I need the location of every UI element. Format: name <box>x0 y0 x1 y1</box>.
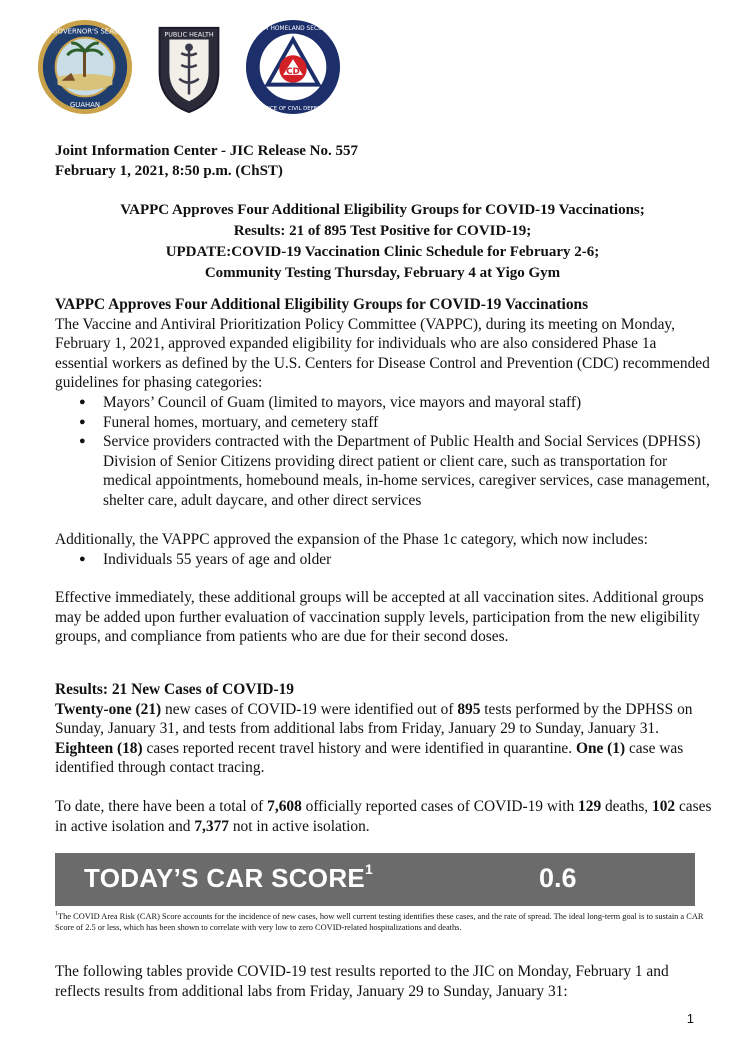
title-line: UPDATE:COVID-19 Vaccination Clinic Schedule for February 2-6; <box>165 244 600 260</box>
not-active-isolation: 7,377 <box>194 817 229 835</box>
results-section <box>55 680 712 778</box>
list-item: ● Service providers contracted with the Department of Public Health and Social Services (DPHSS) Division of Senior Citizens providing direct patient or client care, such as transportation for medical appointments, homebound meals, in-home services, caregiver services, case management, shelter care, adult daycare, and other direct services <box>103 432 712 510</box>
text-run: case was identified through contact tracing. <box>55 739 684 777</box>
svg-text:OFFICE OF CIVIL DEFENSE: OFFICE OF CIVIL DEFENSE <box>257 106 329 113</box>
svg-text:PUBLIC HEALTH: PUBLIC HEALTH <box>164 30 214 39</box>
list-item: ● Funeral homes, mortuary, and cemetery staff <box>103 413 712 433</box>
section-heading: VAPPC Approves Four Additional Eligibility Groups for COVID-19 Vaccinations <box>55 296 589 313</box>
title-line: Community Testing Thursday, February 4 at Yigo Gym <box>204 265 561 281</box>
tests-count: 895 <box>457 700 481 718</box>
release-header <box>55 141 358 181</box>
text-run: deaths, <box>601 798 653 815</box>
vappc-section <box>55 295 712 511</box>
car-label-text: TODAY’S CAR SCORE <box>84 863 366 893</box>
effective-paragraph <box>55 588 712 647</box>
page-number: 1 <box>686 1011 694 1026</box>
release-number: Joint Information Center - JIC Release No. 557 <box>55 143 359 159</box>
list-item: ● Individuals 55 years of age and older <box>103 550 712 570</box>
governor-seal-logo <box>36 18 134 116</box>
title-line: VAPPC Approves Four Additional Eligibility Groups for COVID-19 Vaccinations; <box>120 202 645 218</box>
eligibility-list <box>55 393 712 511</box>
text-run: cases in active isolation and <box>55 798 712 835</box>
total-deaths: 129 <box>578 798 602 815</box>
phase-1c-intro: Additionally, the VAPPC approved the expansion of the Phase 1c category, which now includes: <box>55 531 648 548</box>
travel-cases-count: Eighteen (18) <box>55 739 143 757</box>
car-footnote-mark: 1 <box>365 861 374 877</box>
footnote-mark: 1 <box>55 911 58 917</box>
text-run: new cases of COVID-19 were identified out of <box>161 700 458 718</box>
contact-tracing-count: One (1) <box>575 739 626 757</box>
new-cases-count: Twenty-one (21) <box>55 700 162 718</box>
text-run: tests performed by the DPHSS on Sunday, January 31, and tests from additional labs from Friday, January 29 to Sunday, January 31. <box>55 700 693 738</box>
header-seals <box>36 18 342 116</box>
svg-text:GOVERNOR'S SEAL: GOVERNOR'S SEAL <box>52 27 118 36</box>
text-run: not in active isolation. <box>228 817 370 835</box>
release-title <box>55 200 710 284</box>
closing-paragraph <box>55 962 712 1001</box>
svg-text:GUAM HOMELAND SECURITY: GUAM HOMELAND SECURITY <box>250 25 336 32</box>
list-item: ● Mayors’ Council of Guam (limited to mayors, vice mayors and mayoral staff) <box>103 393 712 413</box>
footnote-text: The COVID Area Risk (CAR) Score accounts for the incidence of new cases, how well current testing identifies these cases, and the rate of spread. The ideal long-term goal is to sustain a CAR Score of 2.5 or less, which has been shown to correlate with very low to zero COVID-related hospitalizations and deaths. <box>55 911 704 933</box>
car-footnote <box>55 909 710 934</box>
title-line: Results: 21 of 895 Test Positive for COVID-19; <box>233 223 532 239</box>
active-isolation: 102 <box>652 798 676 815</box>
svg-text:GUAHAN: GUAHAN <box>69 101 101 110</box>
vappc-intro: The Vaccine and Antiviral Prioritization Policy Committee (VAPPC), during its meeting on Monday, February 1, 2021, approved expanded eligibility for individuals who are also considered Phase 1a essential workers as defined by the U.S. Centers for Disease Control and Prevention (CDC) recommended guidelines for phasing categories: <box>55 315 710 392</box>
svg-text:CD: CD <box>286 66 300 77</box>
closing-text: The following tables provide COVID-19 test results reported to the JIC on Monday, February 1 and reflects results from additional labs from Friday, January 29 to Sunday, January 31: <box>55 963 669 1000</box>
section-heading: Results: 21 New Cases of COVID-19 <box>55 681 294 698</box>
car-score-banner <box>55 853 695 906</box>
phase-1c-block <box>55 530 712 569</box>
effective-text: Effective immediately, these additional groups will be accepted at all vaccination sites. Additional groups may be added upon further evaluation of vaccination supply levels, participation from the new eligibility groups, and compliance from patients who are due for their second doses. <box>55 589 704 646</box>
totals-text <box>55 797 712 836</box>
civil-defense-seal-logo <box>244 18 342 116</box>
total-cases: 7,608 <box>267 798 302 815</box>
text-run: cases reported recent travel history and were identified in quarantine. <box>142 739 576 757</box>
release-date: February 1, 2021, 8:50 p.m. (ChST) <box>55 163 283 179</box>
dphss-seal-logo <box>140 18 238 116</box>
text-run: officially reported cases of COVID-19 with <box>301 798 579 815</box>
car-score-label <box>84 863 373 894</box>
totals-paragraph <box>55 797 712 836</box>
phase-1c-list <box>55 550 712 570</box>
text-run: To date, there have been a total of <box>55 798 268 815</box>
car-score-value: 0.6 <box>539 863 577 893</box>
results-paragraph <box>55 700 712 778</box>
